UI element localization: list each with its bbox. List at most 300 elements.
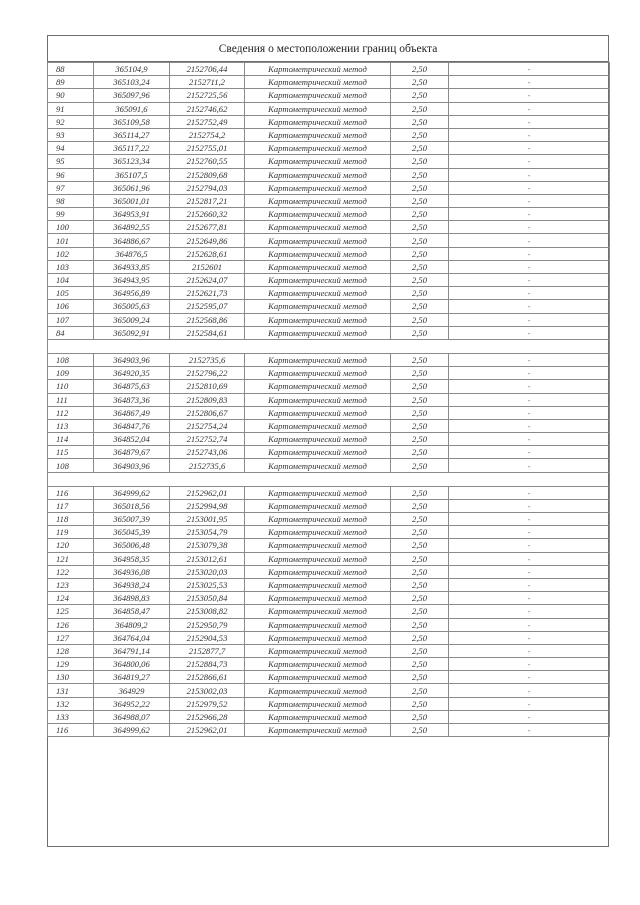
point-number: 132: [48, 697, 94, 710]
coordinates-table: [47, 62, 610, 737]
note: -: [449, 644, 610, 657]
x-coordinate: 365117,22: [94, 142, 170, 155]
table-row: [48, 459, 610, 472]
note: -: [449, 168, 610, 181]
y-coordinate: 2153020,03: [170, 565, 245, 578]
x-coordinate: 364892,55: [94, 221, 170, 234]
note: -: [449, 89, 610, 102]
note: -: [449, 208, 610, 221]
table-row: [48, 671, 610, 684]
y-coordinate: 2152754,2: [170, 128, 245, 141]
point-number: 130: [48, 671, 94, 684]
table-row: [48, 181, 610, 194]
accuracy: 2,50: [391, 526, 449, 539]
accuracy: 2,50: [391, 168, 449, 181]
table-row: [48, 353, 610, 366]
accuracy: 2,50: [391, 287, 449, 300]
x-coordinate: 364903,96: [94, 459, 170, 472]
x-coordinate: 365005,63: [94, 300, 170, 313]
note: -: [449, 181, 610, 194]
table-row: [48, 155, 610, 168]
table-row: [48, 605, 610, 618]
point-number: 123: [48, 578, 94, 591]
y-coordinate: 2153002,03: [170, 684, 245, 697]
point-number: 118: [48, 513, 94, 526]
point-number: 91: [48, 102, 94, 115]
accuracy: 2,50: [391, 565, 449, 578]
y-coordinate: 2152677,81: [170, 221, 245, 234]
y-coordinate: 2153008,82: [170, 605, 245, 618]
method: Картометрический метод: [245, 260, 391, 273]
note: -: [449, 128, 610, 141]
y-coordinate: 2152735,6: [170, 459, 245, 472]
y-coordinate: 2153050,84: [170, 592, 245, 605]
x-coordinate: 364943,95: [94, 274, 170, 287]
note: -: [449, 658, 610, 671]
method: Картометрический метод: [245, 287, 391, 300]
table-row: [48, 221, 610, 234]
table-row: [48, 684, 610, 697]
table-row: [48, 326, 610, 339]
point-number: 129: [48, 658, 94, 671]
method: Картометрический метод: [245, 313, 391, 326]
accuracy: 2,50: [391, 393, 449, 406]
accuracy: 2,50: [391, 671, 449, 684]
table-row: [48, 618, 610, 631]
note: -: [449, 393, 610, 406]
note: -: [449, 565, 610, 578]
point-number: 116: [48, 486, 94, 499]
note: -: [449, 697, 610, 710]
x-coordinate: 364956,89: [94, 287, 170, 300]
separator-cell: [48, 472, 610, 486]
method: Картометрический метод: [245, 353, 391, 366]
accuracy: 2,50: [391, 710, 449, 723]
note: -: [449, 102, 610, 115]
y-coordinate: 2152796,22: [170, 367, 245, 380]
x-coordinate: 364858,47: [94, 605, 170, 618]
x-coordinate: 364809,2: [94, 618, 170, 631]
y-coordinate: 2152810,69: [170, 380, 245, 393]
y-coordinate: 2152884,73: [170, 658, 245, 671]
point-number: 94: [48, 142, 94, 155]
x-coordinate: 365061,96: [94, 181, 170, 194]
table-row: [48, 260, 610, 273]
y-coordinate: 2153001,95: [170, 513, 245, 526]
y-coordinate: 2152649,86: [170, 234, 245, 247]
note: -: [449, 300, 610, 313]
table-row: [48, 76, 610, 89]
accuracy: 2,50: [391, 115, 449, 128]
y-coordinate: 2152979,52: [170, 697, 245, 710]
note: -: [449, 274, 610, 287]
table-row: [48, 724, 610, 737]
method: Картометрический метод: [245, 631, 391, 644]
table-row: [48, 578, 610, 591]
x-coordinate: 364999,62: [94, 486, 170, 499]
method: Картометрический метод: [245, 499, 391, 512]
point-number: 124: [48, 592, 94, 605]
note: -: [449, 260, 610, 273]
point-number: 96: [48, 168, 94, 181]
table-row: [48, 406, 610, 419]
point-number: 105: [48, 287, 94, 300]
accuracy: 2,50: [391, 592, 449, 605]
table-row: [48, 274, 610, 287]
method: Картометрический метод: [245, 181, 391, 194]
point-number: 117: [48, 499, 94, 512]
method: Картометрический метод: [245, 221, 391, 234]
x-coordinate: 364886,67: [94, 234, 170, 247]
method: Картометрический метод: [245, 644, 391, 657]
method: Картометрический метод: [245, 128, 391, 141]
point-number: 122: [48, 565, 94, 578]
table-row: [48, 433, 610, 446]
method: Картометрический метод: [245, 459, 391, 472]
note: -: [449, 684, 610, 697]
note: -: [449, 221, 610, 234]
point-number: 102: [48, 247, 94, 260]
table-row: [48, 446, 610, 459]
table-row: [48, 300, 610, 313]
accuracy: 2,50: [391, 102, 449, 115]
y-coordinate: 2152794,03: [170, 181, 245, 194]
y-coordinate: 2152754,24: [170, 419, 245, 432]
x-coordinate: 364847,76: [94, 419, 170, 432]
x-coordinate: 364929: [94, 684, 170, 697]
x-coordinate: 364958,35: [94, 552, 170, 565]
note: -: [449, 605, 610, 618]
section-separator: [48, 472, 610, 486]
point-number: 93: [48, 128, 94, 141]
table-row: [48, 486, 610, 499]
method: Картометрический метод: [245, 592, 391, 605]
y-coordinate: 2152743,06: [170, 446, 245, 459]
accuracy: 2,50: [391, 433, 449, 446]
note: -: [449, 326, 610, 339]
y-coordinate: 2152621,73: [170, 287, 245, 300]
table-row: [48, 102, 610, 115]
accuracy: 2,50: [391, 658, 449, 671]
note: -: [449, 353, 610, 366]
method: Картометрический метод: [245, 526, 391, 539]
note: -: [449, 724, 610, 737]
point-number: 108: [48, 353, 94, 366]
y-coordinate: 2152624,07: [170, 274, 245, 287]
point-number: 108: [48, 459, 94, 472]
y-coordinate: 2152866,61: [170, 671, 245, 684]
accuracy: 2,50: [391, 155, 449, 168]
accuracy: 2,50: [391, 247, 449, 260]
point-number: 113: [48, 419, 94, 432]
method: Картометрический метод: [245, 326, 391, 339]
accuracy: 2,50: [391, 419, 449, 432]
x-coordinate: 364903,96: [94, 353, 170, 366]
accuracy: 2,50: [391, 313, 449, 326]
method: Картометрический метод: [245, 618, 391, 631]
note: -: [449, 380, 610, 393]
x-coordinate: 364791,14: [94, 644, 170, 657]
note: -: [449, 539, 610, 552]
accuracy: 2,50: [391, 260, 449, 273]
y-coordinate: 2152755,01: [170, 142, 245, 155]
method: Картометрический метод: [245, 513, 391, 526]
x-coordinate: 365009,24: [94, 313, 170, 326]
y-coordinate: 2153079,38: [170, 539, 245, 552]
x-coordinate: 365006,48: [94, 539, 170, 552]
point-number: 97: [48, 181, 94, 194]
method: Картометрический метод: [245, 194, 391, 207]
y-coordinate: 2152817,21: [170, 194, 245, 207]
accuracy: 2,50: [391, 128, 449, 141]
method: Картометрический метод: [245, 89, 391, 102]
point-number: 109: [48, 367, 94, 380]
method: Картометрический метод: [245, 142, 391, 155]
table-row: [48, 194, 610, 207]
x-coordinate: 364876,5: [94, 247, 170, 260]
x-coordinate: 365091,6: [94, 102, 170, 115]
accuracy: 2,50: [391, 274, 449, 287]
method: Картометрический метод: [245, 539, 391, 552]
y-coordinate: 2152904,53: [170, 631, 245, 644]
note: -: [449, 155, 610, 168]
page-title: Сведения о местоположении границ объекта: [48, 36, 608, 62]
accuracy: 2,50: [391, 684, 449, 697]
accuracy: 2,50: [391, 406, 449, 419]
note: -: [449, 499, 610, 512]
point-number: 115: [48, 446, 94, 459]
separator-cell: [48, 339, 610, 353]
table-row: [48, 63, 610, 76]
y-coordinate: 2152706,44: [170, 63, 245, 76]
table-row: [48, 710, 610, 723]
method: Картометрический метод: [245, 76, 391, 89]
accuracy: 2,50: [391, 208, 449, 221]
table-row: [48, 208, 610, 221]
method: Картометрический метод: [245, 208, 391, 221]
note: -: [449, 459, 610, 472]
x-coordinate: 365103,24: [94, 76, 170, 89]
y-coordinate: 2152725,56: [170, 89, 245, 102]
x-coordinate: 364952,22: [94, 697, 170, 710]
method: Картометрический метод: [245, 380, 391, 393]
note: -: [449, 63, 610, 76]
table-row: [48, 565, 610, 578]
table-row: [48, 644, 610, 657]
y-coordinate: 2153054,79: [170, 526, 245, 539]
point-number: 101: [48, 234, 94, 247]
point-number: 103: [48, 260, 94, 273]
accuracy: 2,50: [391, 380, 449, 393]
method: Картометрический метод: [245, 578, 391, 591]
point-number: 99: [48, 208, 94, 221]
x-coordinate: 365109,58: [94, 115, 170, 128]
note: -: [449, 513, 610, 526]
note: -: [449, 115, 610, 128]
y-coordinate: 2152809,83: [170, 393, 245, 406]
y-coordinate: 2153012,61: [170, 552, 245, 565]
note: -: [449, 578, 610, 591]
accuracy: 2,50: [391, 367, 449, 380]
method: Картометрический метод: [245, 234, 391, 247]
method: Картометрический метод: [245, 433, 391, 446]
point-number: 100: [48, 221, 94, 234]
y-coordinate: 2152877,7: [170, 644, 245, 657]
method: Картометрический метод: [245, 168, 391, 181]
method: Картометрический метод: [245, 486, 391, 499]
y-coordinate: 2152950,79: [170, 618, 245, 631]
y-coordinate: 2152966,28: [170, 710, 245, 723]
note: -: [449, 76, 610, 89]
table-row: [48, 697, 610, 710]
accuracy: 2,50: [391, 631, 449, 644]
note: -: [449, 710, 610, 723]
table-row: [48, 89, 610, 102]
x-coordinate: 364999,62: [94, 724, 170, 737]
method: Картометрический метод: [245, 605, 391, 618]
accuracy: 2,50: [391, 446, 449, 459]
note: -: [449, 419, 610, 432]
x-coordinate: 364879,67: [94, 446, 170, 459]
point-number: 107: [48, 313, 94, 326]
coordinates-table-body: [48, 63, 610, 737]
table-row: [48, 115, 610, 128]
x-coordinate: 365045,39: [94, 526, 170, 539]
point-number: 84: [48, 326, 94, 339]
point-number: 119: [48, 526, 94, 539]
accuracy: 2,50: [391, 221, 449, 234]
method: Картометрический метод: [245, 300, 391, 313]
method: Картометрический метод: [245, 406, 391, 419]
table-row: [48, 539, 610, 552]
y-coordinate: 2152752,49: [170, 115, 245, 128]
x-coordinate: 364873,36: [94, 393, 170, 406]
table-row: [48, 631, 610, 644]
accuracy: 2,50: [391, 644, 449, 657]
method: Картометрический метод: [245, 367, 391, 380]
method: Картометрический метод: [245, 684, 391, 697]
x-coordinate: 364898,83: [94, 592, 170, 605]
table-row: [48, 380, 610, 393]
accuracy: 2,50: [391, 459, 449, 472]
method: Картометрический метод: [245, 697, 391, 710]
accuracy: 2,50: [391, 326, 449, 339]
x-coordinate: 365018,56: [94, 499, 170, 512]
accuracy: 2,50: [391, 513, 449, 526]
y-coordinate: 2152601: [170, 260, 245, 273]
accuracy: 2,50: [391, 142, 449, 155]
table-row: [48, 499, 610, 512]
point-number: 127: [48, 631, 94, 644]
note: -: [449, 194, 610, 207]
point-number: 121: [48, 552, 94, 565]
table-row: [48, 658, 610, 671]
x-coordinate: 364852,04: [94, 433, 170, 446]
table-row: [48, 552, 610, 565]
accuracy: 2,50: [391, 539, 449, 552]
accuracy: 2,50: [391, 194, 449, 207]
accuracy: 2,50: [391, 353, 449, 366]
table-row: [48, 393, 610, 406]
method: Картометрический метод: [245, 63, 391, 76]
note: -: [449, 433, 610, 446]
y-coordinate: 2152760,55: [170, 155, 245, 168]
y-coordinate: 2152595,07: [170, 300, 245, 313]
method: Картометрический метод: [245, 565, 391, 578]
point-number: 125: [48, 605, 94, 618]
method: Картометрический метод: [245, 155, 391, 168]
point-number: 112: [48, 406, 94, 419]
y-coordinate: 2152568,86: [170, 313, 245, 326]
table-row: [48, 526, 610, 539]
method: Картометрический метод: [245, 446, 391, 459]
point-number: 106: [48, 300, 94, 313]
table-row: [48, 234, 610, 247]
accuracy: 2,50: [391, 618, 449, 631]
point-number: 131: [48, 684, 94, 697]
y-coordinate: 2153025,53: [170, 578, 245, 591]
table-row: [48, 142, 610, 155]
x-coordinate: 364933,85: [94, 260, 170, 273]
x-coordinate: 364953,91: [94, 208, 170, 221]
accuracy: 2,50: [391, 76, 449, 89]
table-row: [48, 128, 610, 141]
y-coordinate: 2152962,01: [170, 724, 245, 737]
x-coordinate: 364938,24: [94, 578, 170, 591]
x-coordinate: 365001,01: [94, 194, 170, 207]
point-number: 126: [48, 618, 94, 631]
y-coordinate: 2152660,32: [170, 208, 245, 221]
y-coordinate: 2152711,2: [170, 76, 245, 89]
table-row: [48, 592, 610, 605]
table-row: [48, 287, 610, 300]
note: -: [449, 287, 610, 300]
x-coordinate: 364764,04: [94, 631, 170, 644]
x-coordinate: 365097,96: [94, 89, 170, 102]
y-coordinate: 2152584,61: [170, 326, 245, 339]
point-number: 98: [48, 194, 94, 207]
note: -: [449, 142, 610, 155]
note: -: [449, 406, 610, 419]
x-coordinate: 365114,27: [94, 128, 170, 141]
y-coordinate: 2152994,98: [170, 499, 245, 512]
point-number: 111: [48, 393, 94, 406]
point-number: 114: [48, 433, 94, 446]
method: Картометрический метод: [245, 671, 391, 684]
table-row: [48, 419, 610, 432]
note: -: [449, 446, 610, 459]
accuracy: 2,50: [391, 578, 449, 591]
method: Картометрический метод: [245, 393, 391, 406]
accuracy: 2,50: [391, 499, 449, 512]
point-number: 128: [48, 644, 94, 657]
method: Картометрический метод: [245, 724, 391, 737]
point-number: 116: [48, 724, 94, 737]
note: -: [449, 618, 610, 631]
method: Картометрический метод: [245, 115, 391, 128]
y-coordinate: 2152746,62: [170, 102, 245, 115]
point-number: 92: [48, 115, 94, 128]
method: Картометрический метод: [245, 274, 391, 287]
accuracy: 2,50: [391, 724, 449, 737]
method: Картометрический метод: [245, 247, 391, 260]
y-coordinate: 2152962,01: [170, 486, 245, 499]
x-coordinate: 364800,06: [94, 658, 170, 671]
note: -: [449, 552, 610, 565]
table-row: [48, 247, 610, 260]
accuracy: 2,50: [391, 486, 449, 499]
table-row: [48, 313, 610, 326]
